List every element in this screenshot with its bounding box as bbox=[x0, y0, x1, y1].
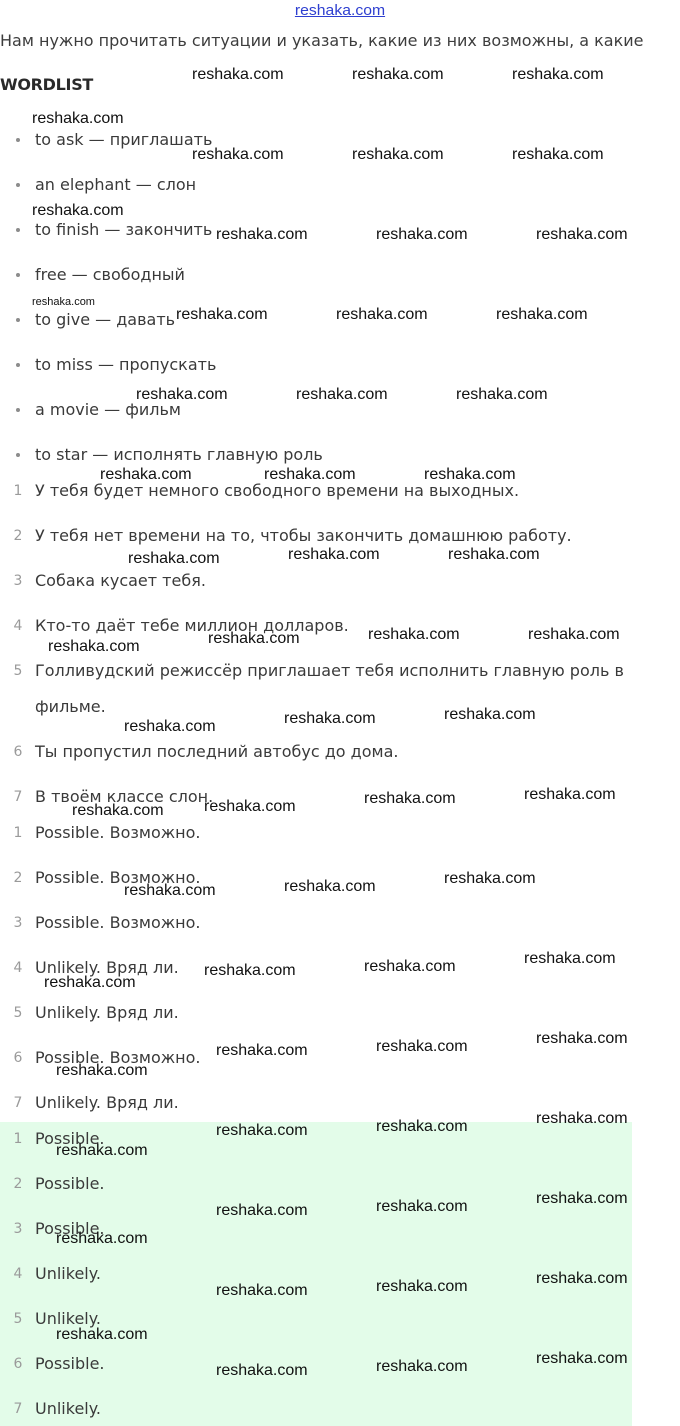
watermark-text: reshaka.com bbox=[536, 226, 628, 243]
answer-text: Possible. Возможно. bbox=[35, 868, 201, 887]
wordlist-title: WORDLIST bbox=[0, 75, 94, 94]
bullet-icon bbox=[16, 228, 20, 232]
situation-text: В твоём классе слон. bbox=[35, 787, 214, 806]
watermark-text: reshaka.com bbox=[512, 146, 604, 163]
watermark-text: reshaka.com bbox=[136, 386, 228, 403]
answer-text: Possible. bbox=[35, 1354, 105, 1373]
watermark-text: reshaka.com bbox=[364, 790, 456, 807]
watermark-text: reshaka.com bbox=[456, 386, 548, 403]
wordlist-item-text: to miss — пропускать bbox=[35, 355, 217, 374]
watermark-text: reshaka.com bbox=[524, 950, 616, 967]
item-number: 4 bbox=[13, 618, 23, 634]
situation-text: Ты пропустил последний автобус до дома. bbox=[35, 742, 399, 761]
watermark-text: reshaka.com bbox=[192, 146, 284, 163]
watermark-text: reshaka.com bbox=[352, 146, 444, 163]
item-number: 2 bbox=[13, 528, 23, 544]
wordlist-item-text: to star — исполнять главную роль bbox=[35, 445, 323, 464]
watermark-text: reshaka.com bbox=[204, 962, 296, 979]
watermark-text: reshaka.com bbox=[56, 1230, 148, 1247]
watermark-text: reshaka.com bbox=[376, 1358, 468, 1375]
watermark-text: reshaka.com bbox=[524, 786, 616, 803]
watermark-text: reshaka.com bbox=[100, 466, 192, 483]
watermark-text: reshaka.com bbox=[376, 226, 468, 243]
wordlist-item-text: an elephant — слон bbox=[35, 175, 197, 194]
watermark-text: reshaka.com bbox=[536, 1350, 628, 1367]
item-number: 3 bbox=[13, 1221, 23, 1237]
item-number: 3 bbox=[13, 573, 23, 589]
item-number: 2 bbox=[13, 870, 23, 886]
watermark-text: reshaka.com bbox=[124, 882, 216, 899]
bullet-icon bbox=[16, 408, 20, 412]
watermark-text: reshaka.com bbox=[444, 706, 536, 723]
watermark-text: reshaka.com bbox=[376, 1038, 468, 1055]
watermark-text: reshaka.com bbox=[128, 550, 220, 567]
watermark-text: reshaka.com bbox=[528, 626, 620, 643]
item-number: 3 bbox=[13, 915, 23, 931]
watermark-text: reshaka.com bbox=[376, 1118, 468, 1135]
watermark-text: reshaka.com bbox=[536, 1190, 628, 1207]
watermark-text: reshaka.com bbox=[124, 718, 216, 735]
bullet-icon bbox=[16, 273, 20, 277]
answer-text: Possible. bbox=[35, 1129, 105, 1148]
watermark-text: reshaka.com bbox=[216, 226, 308, 243]
watermark-text: reshaka.com bbox=[56, 1062, 148, 1079]
bullet-icon bbox=[16, 138, 20, 142]
watermark-text: reshaka.com bbox=[444, 870, 536, 887]
item-number: 4 bbox=[13, 1266, 23, 1282]
watermark-text: reshaka.com bbox=[32, 296, 95, 308]
item-number: 6 bbox=[13, 1050, 23, 1066]
bullet-icon bbox=[16, 453, 20, 457]
watermark-text: reshaka.com bbox=[216, 1042, 308, 1059]
watermark-text: reshaka.com bbox=[296, 386, 388, 403]
item-number: 4 bbox=[13, 960, 23, 976]
wordlist-item-text: a movie — фильм bbox=[35, 400, 181, 419]
watermark-text: reshaka.com bbox=[512, 66, 604, 83]
situation-text: Голливудский режиссёр приглашает тебя исполнить главную роль в bbox=[35, 661, 624, 680]
watermark-text: reshaka.com bbox=[364, 958, 456, 975]
situation-text: Собака кусает тебя. bbox=[35, 571, 206, 590]
answer-text: Unlikely. bbox=[35, 1264, 101, 1283]
watermark-text: reshaka.com bbox=[536, 1030, 628, 1047]
watermark-text: reshaka.com bbox=[496, 306, 588, 323]
watermark-text: reshaka.com bbox=[536, 1270, 628, 1287]
situation-text: Кто-то даёт тебе миллион долларов. bbox=[35, 616, 349, 635]
answer-text: Possible. Возможно. bbox=[35, 823, 201, 842]
watermark-text: reshaka.com bbox=[284, 710, 376, 727]
wordlist-item-text: to ask — приглашать bbox=[35, 130, 213, 149]
watermark-text: reshaka.com bbox=[32, 202, 124, 219]
site-header-link[interactable]: reshaka.com bbox=[294, 2, 386, 19]
item-number: 7 bbox=[13, 789, 23, 805]
watermark-text: reshaka.com bbox=[208, 630, 300, 647]
situation-text: У тебя нет времени на то, чтобы закончить домашнюю работу. bbox=[35, 526, 572, 545]
watermark-text: reshaka.com bbox=[448, 546, 540, 563]
watermark-text: reshaka.com bbox=[216, 1282, 308, 1299]
answer-text: Unlikely. Вряд ли. bbox=[35, 1093, 179, 1112]
situation-text: У тебя будет немного свободного времени на выходных. bbox=[35, 481, 520, 500]
watermark-text: reshaka.com bbox=[56, 1326, 148, 1343]
watermark-text: reshaka.com bbox=[352, 66, 444, 83]
item-number: 7 bbox=[13, 1095, 23, 1111]
answer-text: Possible. Возможно. bbox=[35, 1048, 201, 1067]
answer-text: Possible. bbox=[35, 1219, 105, 1238]
watermark-text: reshaka.com bbox=[32, 110, 124, 127]
watermark-text: reshaka.com bbox=[204, 798, 296, 815]
watermark-text: reshaka.com bbox=[424, 466, 516, 483]
situation-text: фильме. bbox=[35, 697, 106, 716]
bullet-icon bbox=[16, 318, 20, 322]
watermark-text: reshaka.com bbox=[48, 638, 140, 655]
item-number: 5 bbox=[13, 1311, 23, 1327]
watermark-text: reshaka.com bbox=[264, 466, 356, 483]
watermark-text: reshaka.com bbox=[72, 802, 164, 819]
item-number: 5 bbox=[13, 1005, 23, 1021]
answer-text: Unlikely. Вряд ли. bbox=[35, 1003, 179, 1022]
item-number: 6 bbox=[13, 744, 23, 760]
answer-text: Possible. Возможно. bbox=[35, 913, 201, 932]
watermark-text: reshaka.com bbox=[368, 626, 460, 643]
item-number: 5 bbox=[13, 663, 23, 679]
item-number: 2 bbox=[13, 1176, 23, 1192]
wordlist-item-text: free — свободный bbox=[35, 265, 185, 284]
answer-text: Unlikely. bbox=[35, 1309, 101, 1328]
watermark-text: reshaka.com bbox=[336, 306, 428, 323]
answer-text: Unlikely. Вряд ли. bbox=[35, 958, 179, 977]
watermark-text: reshaka.com bbox=[216, 1122, 308, 1139]
watermark-text: reshaka.com bbox=[176, 306, 268, 323]
watermark-text: reshaka.com bbox=[216, 1362, 308, 1379]
watermark-text: reshaka.com bbox=[56, 1142, 148, 1159]
watermark-text: reshaka.com bbox=[376, 1198, 468, 1215]
watermark-text: reshaka.com bbox=[216, 1202, 308, 1219]
watermark-text: reshaka.com bbox=[288, 546, 380, 563]
bullet-icon bbox=[16, 183, 20, 187]
answer-text: Unlikely. bbox=[35, 1399, 101, 1418]
watermark-text: reshaka.com bbox=[192, 66, 284, 83]
item-number: 7 bbox=[13, 1401, 23, 1417]
wordlist-item-text: to finish — закончить bbox=[35, 220, 213, 239]
watermark-text: reshaka.com bbox=[44, 974, 136, 991]
item-number: 1 bbox=[13, 483, 23, 499]
answer-text: Possible. bbox=[35, 1174, 105, 1193]
item-number: 1 bbox=[13, 1131, 23, 1147]
watermark-text: reshaka.com bbox=[536, 1110, 628, 1127]
item-number: 1 bbox=[13, 825, 23, 841]
item-number: 6 bbox=[13, 1356, 23, 1372]
intro-text: Нам нужно прочитать ситуации и указать, какие из них возможны, а какие bbox=[0, 31, 644, 50]
watermark-text: reshaka.com bbox=[284, 878, 376, 895]
wordlist-item-text: to give — давать bbox=[35, 310, 176, 329]
bullet-icon bbox=[16, 363, 20, 367]
watermark-text: reshaka.com bbox=[376, 1278, 468, 1295]
